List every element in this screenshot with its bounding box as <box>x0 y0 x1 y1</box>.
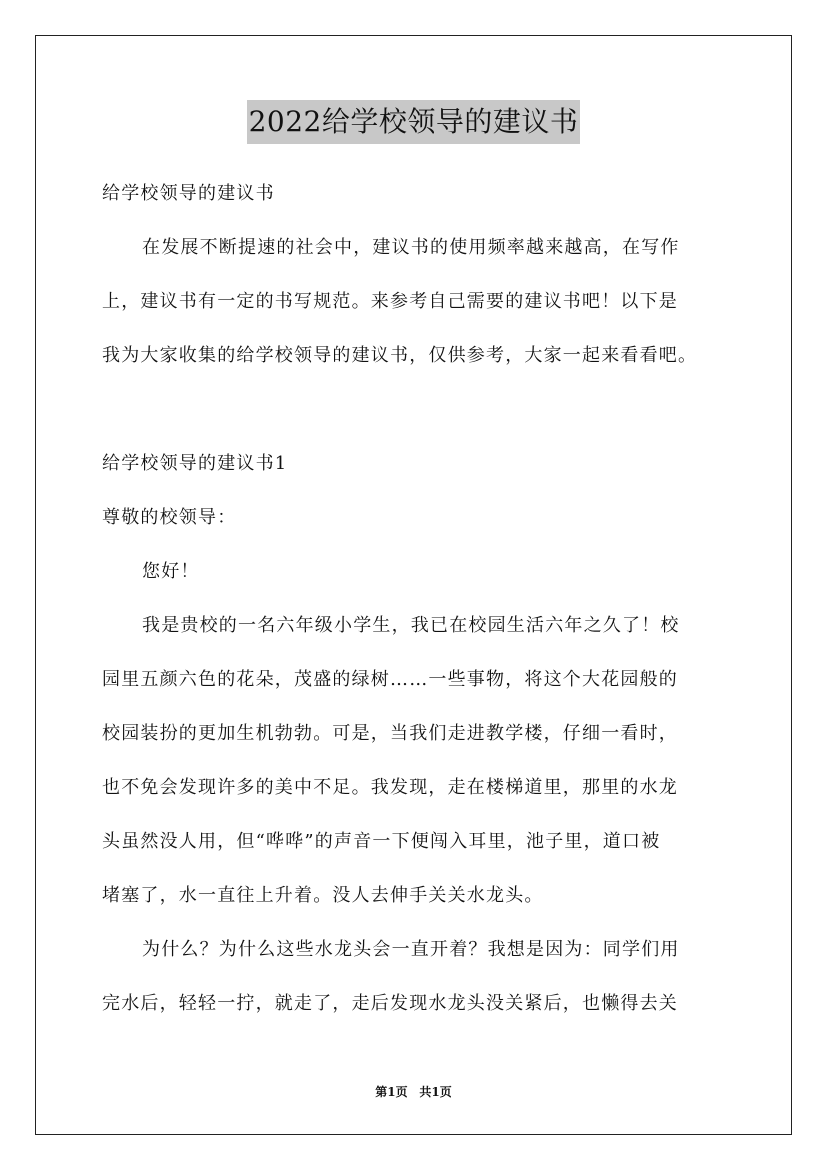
section-heading: 给学校领导的建议书 <box>102 183 275 204</box>
greeting: 您好！ <box>142 561 200 582</box>
paragraph-line: 头虽然没人用，但“哗哗”的声音一下便闯入耳里，池子里，道口被 <box>102 831 661 852</box>
paragraph-line: 校园装扮的更加生机勃勃。可是，当我们走进教学楼，仔细一看时， <box>102 723 678 744</box>
paragraph-line: 也不免会发现许多的美中不足。我发现，走在楼梯道里，那里的水龙 <box>102 777 678 798</box>
paragraph-line: 堵塞了，水一直往上升着。没人去伸手关关水龙头。 <box>102 885 544 906</box>
total-pages: 共1页 <box>419 1085 452 1099</box>
paragraph-line: 我为大家收集的给学校领导的建议书，仅供参考，大家一起来看看吧。 <box>102 345 698 366</box>
paragraph-line: 为什么？为什么这些水龙头会一直开着？我想是因为：同学们用 <box>142 939 680 960</box>
paragraph-line: 我是贵校的一名六年级小学生，我已在校园生活六年之久了！校 <box>142 615 680 636</box>
page-footer <box>0 1084 827 1100</box>
document-title: 2022给学校领导的建议书 <box>247 100 581 144</box>
title-container <box>0 100 827 144</box>
salutation: 尊敬的校领导： <box>102 507 237 528</box>
paragraph-line: 上，建议书有一定的书写规范。来参考自己需要的建议书吧！以下是 <box>102 291 678 312</box>
page-number: 第1页 <box>375 1085 408 1099</box>
paragraph-line: 在发展不断提速的社会中，建议书的使用频率越来越高，在写作 <box>142 237 680 258</box>
paragraph-line: 园里五颜六色的花朵，茂盛的绿树……一些事物，将这个大花园般的 <box>102 669 678 690</box>
section-heading: 给学校领导的建议书1 <box>102 453 288 474</box>
paragraph-line: 完水后，轻轻一拧，就走了，走后发现水龙头没关紧后，也懒得去关 <box>102 993 678 1014</box>
